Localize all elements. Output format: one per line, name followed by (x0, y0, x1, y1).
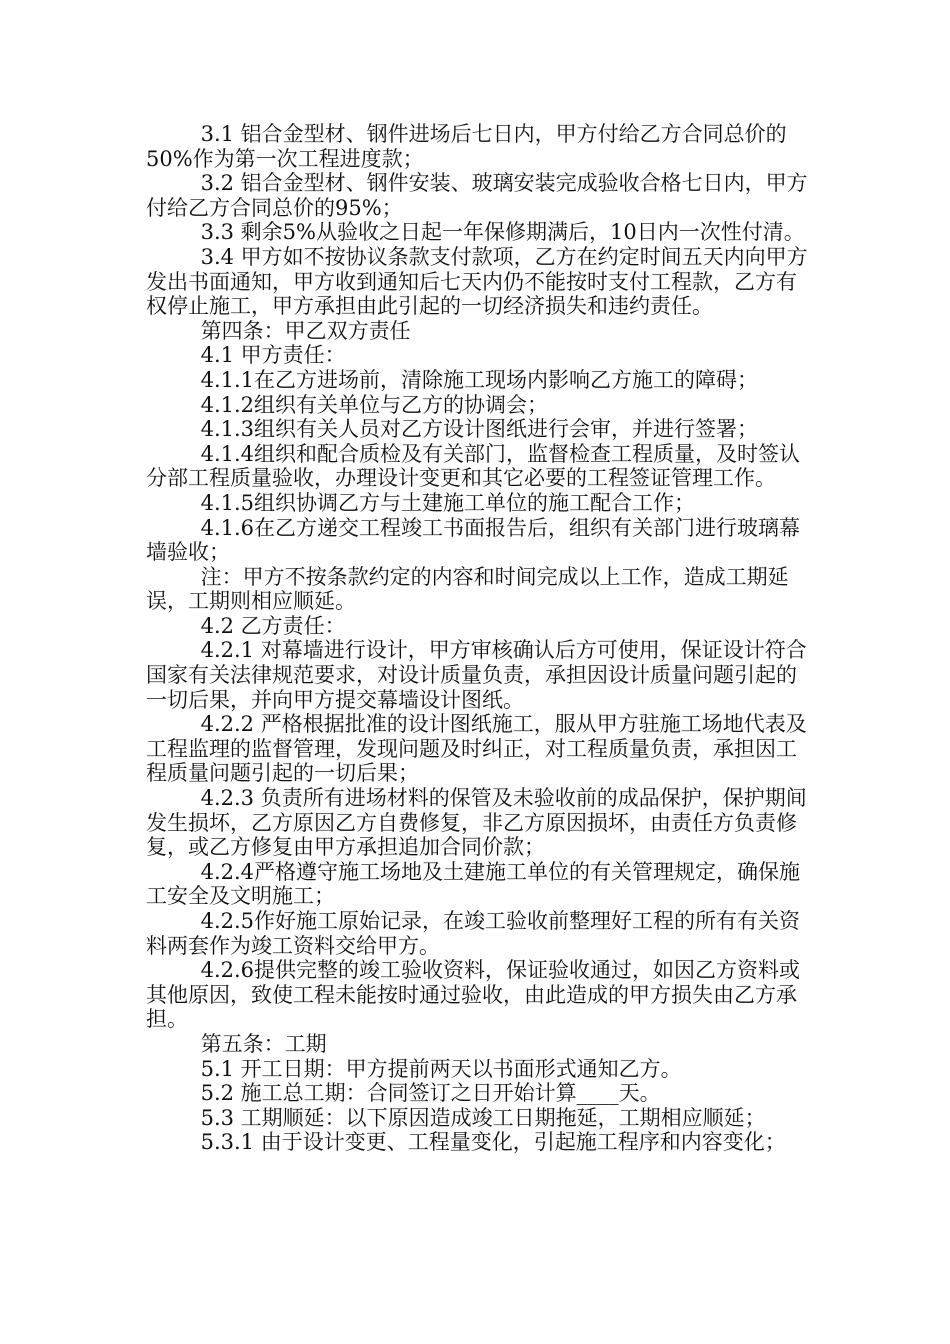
clause-3-1: 3.1 铝合金型材、钢件进场后七日内，甲方付给乙方合同总价的50%作为第一次工程进度款； (146, 122, 787, 171)
clause-4-2-4: 4.2.4严格遵守施工场地及土建施工单位的有关管理规定，确保施工安全及文明施工； (146, 859, 801, 909)
clause-4-2: 4.2 乙方责任： (200, 613, 346, 638)
clause-4-1-1: 4.1.1在乙方进场前，清除施工现场内影响乙方施工的障碍； (200, 367, 759, 392)
clause-3-2: 3.2 铝合金型材、钢件安装、玻璃安装完成验收合格七日内，甲方付给乙方合同总价的95%； (146, 171, 808, 220)
clause-4-1-3: 4.1.3组织有关人员对乙方设计图纸进行会审，并进行签署； (200, 417, 759, 442)
clause-3-3: 3.3 剩余5%从验收之日起一年保修期满后，10日内一次性付清。 (200, 220, 805, 245)
note-4-1: 注：甲方不按条款约定的内容和时间完成以上工作，造成工期延误，工期则相应顺延。 (146, 564, 789, 614)
clause-5-3-1: 5.3.1 由于设计变更、工程量变化，引起施工程序和内容变化； (200, 1130, 786, 1155)
clause-4-2-6: 4.2.6提供完整的竣工验收资料，保证验收通过，如因乙方资料或其他原因，致使工程未能按时通过验收，由此造成的甲方损失由乙方承担。 (146, 958, 801, 1032)
clause-4-2-2: 4.2.2 严格根据批准的设计图纸施工，服从甲方驻施工场地代表及工程监理的监督管理，发现问题及时纠正，对工程质量负责，承担因工程质量问题引起的一切后果； (146, 712, 807, 786)
clause-3-4: 3.4 甲方如不按协议条款支付款项，乙方在约定时间五天内向甲方发出书面通知，甲方收到通知后七天内仍不能按时支付工程款，乙方有权停止施工，甲方承担由此引起的一切经济损失和违约责任。 (146, 244, 808, 319)
clause-4-1-6: 4.1.6在乙方递交工程竣工书面报告后，组织有关部门进行玻璃幕墙验收； (146, 515, 801, 565)
article-4-heading: 第四条：甲乙双方责任 (200, 318, 411, 343)
clause-4-1: 4.1 甲方责任： (200, 343, 346, 368)
clause-5-2: 5.2 施工总工期：合同签订之日开始计算____天。 (200, 1081, 661, 1106)
clause-4-1-5: 4.1.5组织协调乙方与土建施工单位的施工配合工作； (200, 490, 696, 515)
article-5-heading: 第五条：工期 (200, 1031, 327, 1056)
clause-4-1-2: 4.1.2组织有关单位与乙方的协调会； (200, 392, 549, 417)
clause-4-2-3: 4.2.3 负责所有进场材料的保管及未验收前的成品保护，保护期间发生损坏，乙方原因乙方自费修复，非乙方原因损坏，由责任方负责修复，或乙方修复由甲方承担追加合同价款； (146, 786, 807, 860)
document-page (146, 122, 816, 1155)
clause-4-2-1: 4.2.1 对幕墙进行设计，甲方审核确认后方可使用，保证设计符合国家有关法律规范要求，对设计质量负责，承担因设计质量问题引起的一切后果，并向甲方提交幕墙设计图纸。 (146, 638, 807, 712)
clause-4-2-5: 4.2.5作好施工原始记录，在竣工验收前整理好工程的所有有关资料两套作为竣工资料交给甲方。 (146, 909, 801, 958)
clause-5-3: 5.3 工期顺延：以下原因造成竣工日期拖延，工期相应顺延； (200, 1105, 766, 1130)
clause-5-1: 5.1 开工日期：甲方提前两天以书面形式通知乙方。 (200, 1056, 682, 1081)
clause-4-1-4: 4.1.4组织和配合质检及有关部门，监督检查工程质量，及时签认分部工程质量验收，办理设计变更和其它必要的工程签证管理工作。 (146, 441, 801, 491)
